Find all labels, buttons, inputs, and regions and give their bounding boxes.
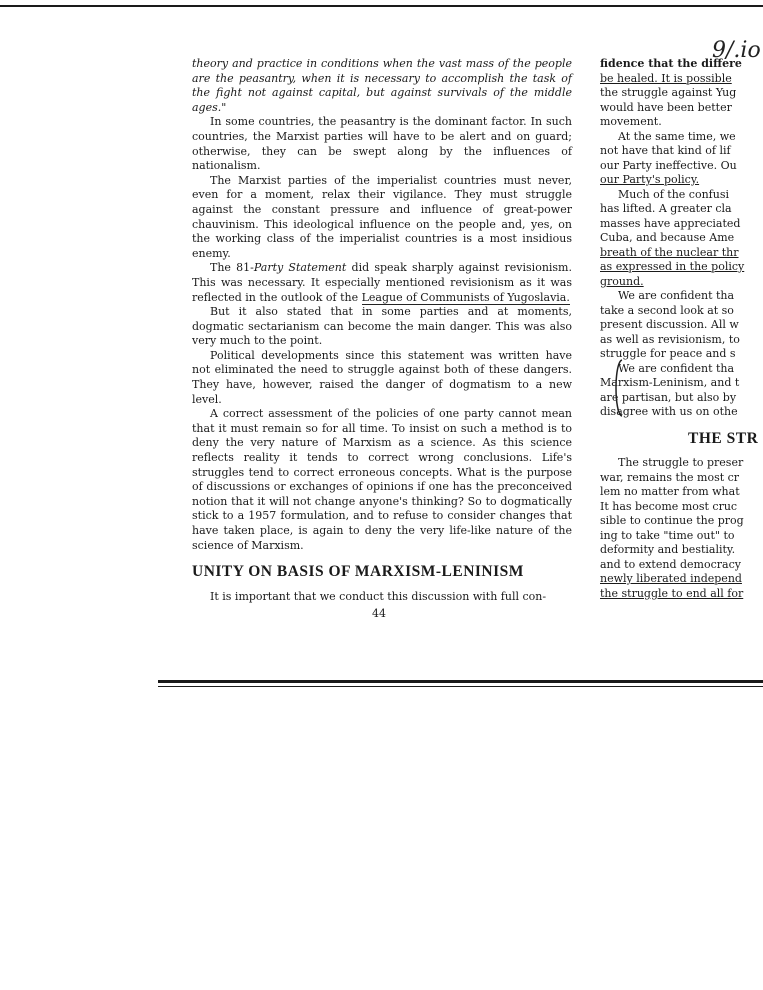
right-line: The struggle to preser — [618, 456, 744, 469]
right-line: take a second look at so — [600, 303, 734, 317]
right-line: would have been better — [600, 100, 732, 114]
paragraph-1: theory and practice in conditions when the vast mass of the people are the peasantry, when it is necessary to accomplish the task of the fight not against capital, but against survivals of the middle ages." — [192, 57, 572, 114]
right-line: ground. — [600, 274, 644, 288]
right-line: deformity and bestiality. — [600, 543, 736, 556]
paragraph-3: The Marxist parties of the imperialist countries must never, even for a moment, relax their vigilance. They must struggle against the constant pressure and influence of great-power chauvinism. This ideological influence on the people and, yes, on the working class of the imperialist countries is a most insidious enemy. — [192, 173, 572, 260]
right-line: movement. — [600, 115, 662, 128]
right-line: We are confident tha — [618, 289, 735, 302]
right-line: masses have appreciated — [600, 216, 741, 230]
margin-bracket-mark — [610, 358, 624, 418]
paragraph-5: But it also stated that in some parties and at moments, dogmatic sectarianism can become the main danger. This was also very much to the point. — [192, 305, 572, 348]
right-line: struggle for peace and s — [600, 347, 736, 360]
right-line: Marxism-Leninism, and t — [600, 376, 740, 389]
right-line: Much of the confusi — [618, 187, 729, 201]
right-line: has lifted. A greater cla — [600, 202, 732, 215]
bottom-border — [158, 680, 763, 683]
paragraph-2: In some countries, the peasantry is the dominant factor. In such countries, the Marxist parties will have to be alert and on guard; otherwise, they can be swept along by the influences of nationalism. — [192, 115, 572, 173]
right-line: the struggle against Yug — [600, 86, 737, 99]
right-line: are partisan, but also by — [600, 390, 737, 404]
paragraph-4 — [192, 261, 572, 305]
section-heading: UNITY ON BASIS OF MARXISM-LENINISM — [192, 563, 524, 581]
page-number: 44 — [372, 607, 386, 620]
right-section-heading: THE STR — [688, 429, 759, 447]
right-line: present discussion. All w — [600, 318, 739, 331]
right-line: It has become most cruc — [600, 499, 738, 513]
p4-underlined: League of Communists of Yugoslavia. — [361, 290, 570, 304]
paragraph-8: It is important that we conduct this discussion with full con- — [210, 589, 547, 603]
right-line: and to extend democracy — [600, 557, 741, 571]
right-line: lem no matter from what — [600, 485, 740, 498]
right-line: We are confident tha — [618, 361, 735, 375]
handwritten-annotation: 9/.io — [712, 38, 761, 63]
right-line: sible to continue the prog — [600, 514, 744, 527]
right-line: the struggle to end all for — [600, 586, 744, 600]
right-line: Cuba, and because Ame — [600, 231, 735, 244]
p4-italic: Party Statement — [253, 261, 347, 275]
right-line: newly liberated independ — [600, 572, 742, 585]
right-line: be healed. It is possible — [600, 71, 732, 85]
p4-text-a: The 81- — [210, 261, 254, 275]
bottom-border-thin — [158, 686, 763, 687]
right-line: not have that kind of lif — [600, 144, 731, 157]
right-line: as well as revisionism, to — [600, 332, 740, 346]
right-line: as expressed in the policy — [600, 260, 745, 273]
right-line: war, remains the most cr — [600, 470, 740, 484]
left-column — [192, 57, 572, 604]
right-column — [600, 57, 763, 601]
right-line: our Party's policy. — [600, 173, 700, 186]
paragraph-6: Political developments since this statement was written have not eliminated the need to struggle against both of these dangers. They have, however, raised the danger of dogmatism to a new level. — [192, 348, 572, 406]
paragraph-7: A correct assessment of the policies of one party cannot mean that it must remain so for all time. To insist on such a method is to deny the very nature of Marxism as a science. As this science reflects reality it tends to correct wrong conclusions. Life's struggles tend to correct erroneous concepts. What is the purpose of discussions or exchanges of opinions if one has the preconceived notion that it will not change anyone's thinking? So to dogmatically stick to a 1957 formulation, and to refuse to consider changes that have taken place, is again to deny the very life-like nature of the science of Marxism. — [192, 407, 572, 552]
right-line: our Party ineffective. Ou — [600, 158, 737, 172]
p4-text-b: did speak sharply against revisionism. This was necessary. It especially mentioned revisionism as it was reflected in the outlook of the — [192, 261, 572, 304]
right-line: fidence that the differe — [600, 57, 742, 70]
right-line: ing to take "time out" to — [600, 528, 735, 542]
right-line: At the same time, we — [618, 129, 736, 143]
right-line: breath of the nuclear thr — [600, 245, 739, 259]
top-border — [0, 5, 763, 7]
right-line: disagree with us on othe — [600, 405, 738, 418]
